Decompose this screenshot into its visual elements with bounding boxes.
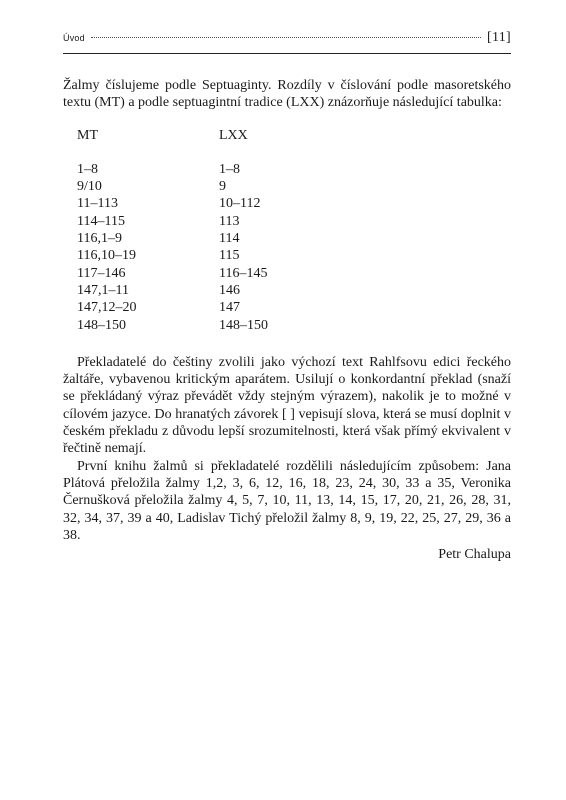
cell-mt: 9/10 xyxy=(77,179,102,195)
table-row xyxy=(77,230,268,247)
cell-mt: 147,1–11 xyxy=(77,282,129,298)
cell-mt: 116,10–19 xyxy=(77,248,136,264)
section-title: Úvod xyxy=(63,33,85,43)
cell-lxx: 114 xyxy=(219,231,240,247)
column-header-mt: MT xyxy=(77,127,98,143)
leader-dots xyxy=(91,37,481,38)
table-header-row xyxy=(77,127,268,161)
table-row xyxy=(77,178,268,195)
document-page xyxy=(63,30,511,563)
author-signature: Petr Chalupa xyxy=(438,547,511,563)
table-row xyxy=(77,265,268,282)
cell-lxx: 146 xyxy=(219,282,240,298)
cell-lxx: 147 xyxy=(219,300,240,316)
cell-mt: 1–8 xyxy=(77,161,98,177)
cell-lxx: 148–150 xyxy=(219,317,268,333)
cell-mt: 117–146 xyxy=(77,265,126,281)
cell-lxx: 115 xyxy=(219,248,240,264)
table-row xyxy=(77,247,268,264)
cell-lxx: 116–145 xyxy=(219,265,268,281)
psalm-numbering-table xyxy=(77,127,268,334)
column-header-lxx: LXX xyxy=(219,127,248,143)
page-number: [11] xyxy=(486,30,511,45)
cell-mt: 148–150 xyxy=(77,317,126,333)
cell-lxx: 113 xyxy=(219,213,240,229)
table-row xyxy=(77,195,268,212)
cell-lxx: 9 xyxy=(219,179,226,195)
table-row xyxy=(77,213,268,230)
table-row xyxy=(77,282,268,299)
cell-mt: 116,1–9 xyxy=(77,231,122,247)
table-row xyxy=(77,299,268,316)
intro-paragraph: Žalmy číslujeme podle Septuaginty. Rozdíly v číslování podle masoretského textu (MT) a podle septuagintní tradice (LXX) znázorňuje následující tabulka: xyxy=(63,78,511,111)
cell-mt: 114–115 xyxy=(77,213,125,229)
table-row xyxy=(77,317,268,334)
header-rule xyxy=(63,53,511,54)
cell-lxx: 10–112 xyxy=(219,196,261,212)
running-head xyxy=(63,30,511,52)
translators-paragraph: První knihu žalmů si překladatelé rozdělili následujícím způsobem: Jana Plátová přeložila žalmy 1,2, 3, 6, 12, 16, 18, 23, 24, 30, 33 a 35, Veronika Černušková přeložila žalmy 4, 5, 7, 10, 11, 13, 14, 15, 17, 20, 21, 26, 28, 31, 32, 34, 37, 39 a 40, Ladislav Tichý přeložil žalmy 8, 9, 19, 22, 25, 27, 29, 36 a 38. xyxy=(63,458,511,543)
translation-paragraph: Překladatelé do češtiny zvolili jako výchozí text Rahlfsovu edici řeckého žaltáře, vybavenou kritickým aparátem. Usilují o konkordantní překlad (snaží se překládaný výraz převádět vždy stejným výrazem), nakolik je to možné v cílovém jazyce. Do hranatých závorek [ ] vepisují slova, která se musí doplnit v českém překladu z důvodu lepší srozumitelnosti, která však přímý ekvivalent v řečtině nemají. xyxy=(63,354,511,457)
table-row xyxy=(77,161,268,178)
cell-lxx: 1–8 xyxy=(219,161,240,177)
cell-mt: 11–113 xyxy=(77,196,118,212)
cell-mt: 147,12–20 xyxy=(77,300,137,316)
